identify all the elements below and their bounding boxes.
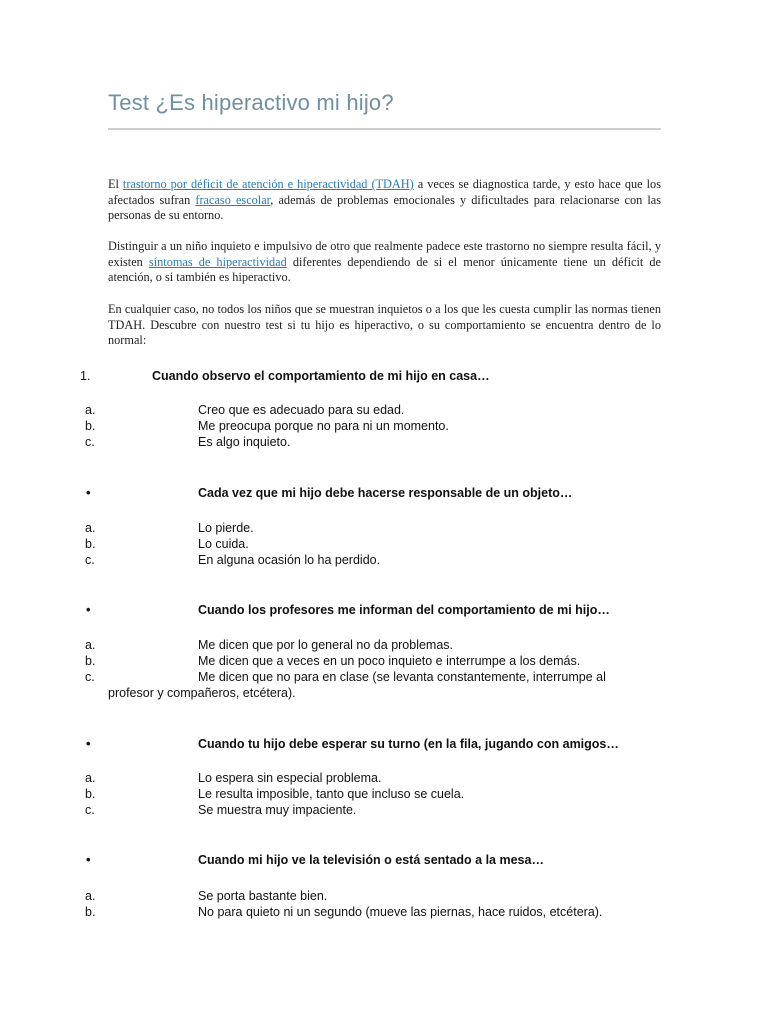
- option-c-continuation: profesor y compañeros, etcétera).: [108, 686, 296, 700]
- intro-p1-mid: a veces se diagnostica tarde, y esto hace que los afectados sufran: [108, 177, 661, 207]
- sintomas-link[interactable]: síntomas de hiperactividad: [148, 254, 287, 269]
- option-letter: a.: [85, 638, 96, 652]
- option-a[interactable]: [85, 637, 685, 653]
- intro-p1-post: , además de problemas emocionales y dificultades para relacionarse con las personas de su entorno.: [108, 192, 661, 222]
- option-letter: b.: [85, 537, 96, 551]
- option-b[interactable]: [85, 786, 685, 802]
- option-letter: a.: [85, 521, 96, 535]
- option-c[interactable]: [85, 434, 685, 450]
- fracaso-escolar-link[interactable]: fracaso escolar: [195, 192, 271, 207]
- intro-paragraph-3: En cualquier caso, no todos los niños que se muestran inquietos o a los que les cuesta cumplir las normas tienen TDAH. Descubre con nuestro test si tu hijo es hiperactivo, o su comportamiento se encuentra dentro de lo normal:: [108, 302, 661, 347]
- bullet-icon: •: [86, 736, 91, 751]
- option-text: Es algo inquieto.: [198, 435, 291, 449]
- intro-paragraph-2: [108, 239, 661, 286]
- question-text: Cuando mi hijo ve la televisión o está sentado a la mesa…: [198, 853, 544, 867]
- option-text: En alguna ocasión lo ha perdido.: [198, 553, 381, 567]
- title-divider: [108, 128, 661, 130]
- question-text: Cuando los profesores me informan del comportamiento de mi hijo…: [198, 603, 610, 617]
- question-5-options: [85, 888, 685, 920]
- option-text: Lo cuida.: [198, 537, 249, 551]
- question-3-options: [85, 637, 685, 701]
- intro-p1-pre: El: [108, 177, 123, 191]
- bullet-icon: •: [86, 602, 91, 617]
- option-text: Lo pierde.: [198, 521, 254, 535]
- option-letter: a.: [85, 771, 96, 785]
- option-b[interactable]: [85, 904, 685, 920]
- option-b[interactable]: [85, 653, 685, 669]
- option-a[interactable]: [85, 402, 685, 418]
- option-letter: b.: [85, 787, 96, 801]
- bullet-icon: •: [86, 485, 91, 500]
- option-text: No para quieto ni un segundo (mueve las piernas, hace ruidos, etcétera).: [198, 905, 603, 919]
- option-text: Me dicen que por lo general no da problemas.: [198, 638, 454, 652]
- option-letter: c.: [85, 670, 95, 684]
- option-text: Se porta bastante bien.: [198, 889, 328, 903]
- option-letter: c.: [85, 553, 95, 567]
- option-letter: a.: [85, 889, 96, 903]
- option-c[interactable]: [85, 669, 685, 685]
- option-c[interactable]: [85, 802, 685, 818]
- option-a[interactable]: [85, 888, 685, 904]
- question-4-options: [85, 770, 685, 818]
- option-letter: b.: [85, 654, 96, 668]
- option-text: Le resulta imposible, tanto que incluso se cuela.: [198, 787, 465, 801]
- question-text: Cuando observo el comportamiento de mi hijo en casa…: [152, 369, 490, 383]
- option-text: Lo espera sin especial problema.: [198, 771, 382, 785]
- option-a[interactable]: [85, 520, 685, 536]
- option-c[interactable]: [85, 552, 685, 568]
- option-text: Me dicen que a veces en un poco inquieto e interrumpe a los demás.: [198, 654, 581, 668]
- option-b[interactable]: [85, 418, 685, 434]
- option-text: Se muestra muy impaciente.: [198, 803, 357, 817]
- option-letter: b.: [85, 419, 96, 433]
- question-2-options: [85, 520, 685, 568]
- option-b[interactable]: [85, 536, 685, 552]
- bullet-icon: •: [86, 852, 91, 867]
- option-letter: c.: [85, 803, 95, 817]
- question-text: Cuando tu hijo debe esperar su turno (en la fila, jugando con amigos…: [198, 737, 619, 751]
- intro-paragraph-1: [108, 177, 661, 224]
- option-a[interactable]: [85, 770, 685, 786]
- question-text: Cada vez que mi hijo debe hacerse responsable de un objeto…: [198, 486, 573, 500]
- intro-p2-pre: Distinguir a un niño inquieto e impulsivo de otro que realmente padece este trastorno no siempre resulta fácil, y existen: [108, 239, 661, 269]
- question-number: 1.: [80, 369, 91, 383]
- option-letter: a.: [85, 403, 96, 417]
- option-text: Me dicen que no para en clase (se levanta constantemente, interrumpe al: [198, 670, 606, 684]
- tdah-link[interactable]: trastorno por déficit de atención e hiperactividad (TDAH): [122, 177, 414, 191]
- option-letter: c.: [85, 435, 95, 449]
- question-1-options: [85, 402, 685, 450]
- option-text: Creo que es adecuado para su edad.: [198, 403, 405, 417]
- option-text: Me preocupa porque no para ni un momento.: [198, 419, 449, 433]
- option-letter: b.: [85, 905, 96, 919]
- page-title: Test ¿Es hiperactivo mi hijo?: [108, 90, 394, 115]
- intro-p2-post: diferentes dependiendo de si el menor únicamente tiene un déficit de atención, o si también es hiperactivo.: [108, 254, 661, 284]
